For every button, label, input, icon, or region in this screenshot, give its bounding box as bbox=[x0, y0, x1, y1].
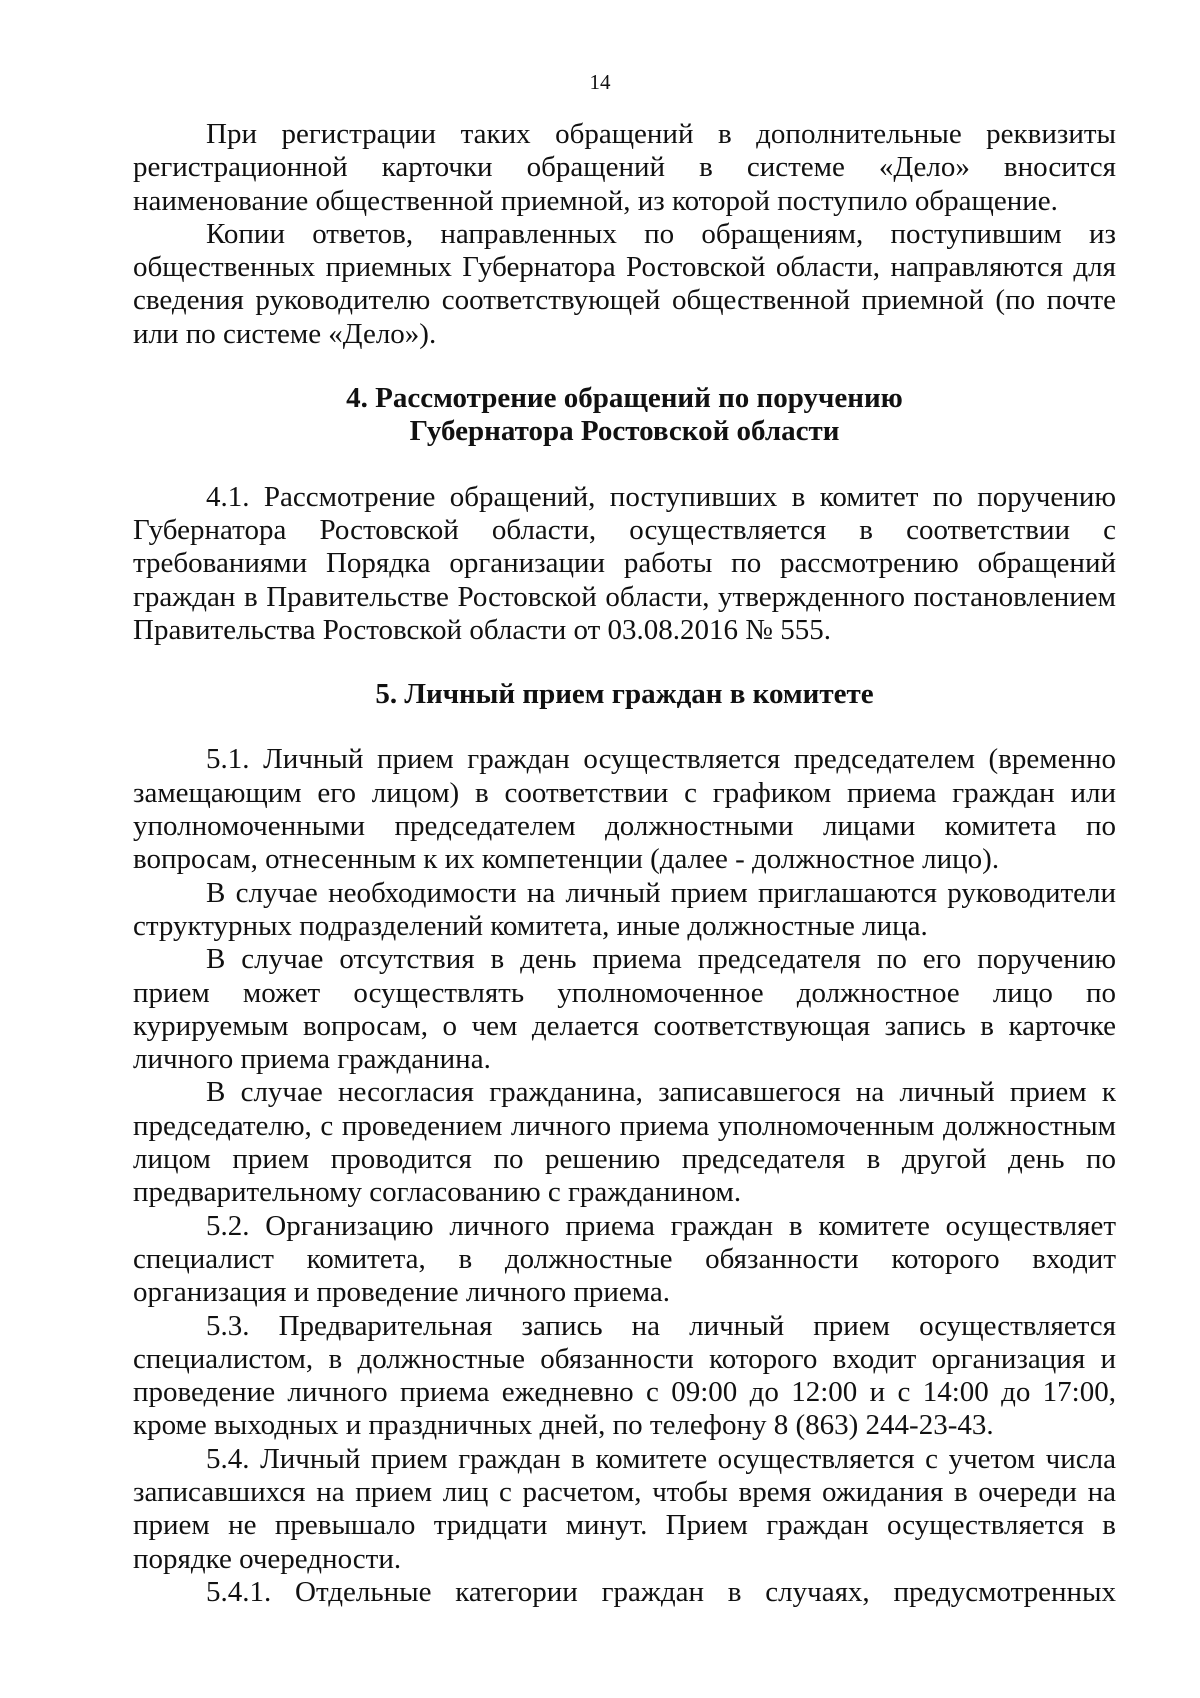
section-4-heading-line-1: 4. Рассмотрение обращений по поручению bbox=[346, 382, 903, 415]
section-4-heading-line-2: Губернатора Ростовской области bbox=[409, 415, 840, 448]
paragraph-registration: При регистрации таких обращений в дополнительные реквизиты регистрационной карточки обращений в системе «Дело» вносится наименование общественной приемной, из которой поступило обращение. bbox=[133, 118, 1116, 217]
paragraph-5-1-invited: В случае необходимости на личный прием приглашаются руководители структурных подразделений комитета, иные должностные лица. bbox=[133, 876, 1116, 942]
paragraph-5-3: 5.3. Предварительная запись на личный прием осуществляется специалистом, в должностные обязанности которого входит организация и проведение личного приема ежедневно с 09:00 до 12:00 и с 14:00 до 17:00, кроме выходных и праздничных дней, по телефону 8 (863) 244-23-43. bbox=[133, 1309, 1116, 1442]
paragraph-5-4-1: 5.4.1. Отдельные категории граждан в случаях, предусмотренных bbox=[206, 1575, 1116, 1608]
paragraph-answer-copies: Копии ответов, направленных по обращениям, поступившим из общественных приемных Губернатора Ростовской области, направляются для сведения руководителю соответствующей общественной приемной (по почте или по системе «Дело»). bbox=[133, 217, 1116, 350]
page-number: 14 bbox=[589, 70, 611, 94]
document-body bbox=[133, 118, 1116, 1609]
paragraph-5-1: 5.1. Личный прием граждан осуществляется председателем (временно замещающим его лицом) в соответствии с графиком приема граждан или уполномоченными председателем должностными лицами комитета по вопросам, отнесенным к их компетенции (далее - должностное лицо). bbox=[133, 743, 1116, 876]
paragraph-5-2: 5.2. Организацию личного приема граждан в комитете осуществляет специалист комитета, в должностные обязанности которого входит организация и проведение личного приема. bbox=[133, 1209, 1116, 1309]
section-5-heading: 5. Личный прием граждан в комитете bbox=[375, 678, 874, 711]
paragraph-4-1: 4.1. Рассмотрение обращений, поступивших в комитет по поручению Губернатора Ростовской области, осуществляется в соответствии с требованиями Порядка организации работы по рассмотрению обращений граждан в Правительстве Ростовской области, утвержденного постановлением Правительства Ростовской области от 03.08.2016 № 555. bbox=[133, 480, 1116, 646]
paragraph-5-1-disagreement: В случае несогласия гражданина, записавшегося на личный прием к председателю, с проведением личного приема уполномоченным должностным лицом прием проводится по решению председателя в другой день по предварительному согласованию с гражданином. bbox=[133, 1076, 1116, 1209]
section-4-heading bbox=[133, 382, 1116, 449]
paragraph-5-1-absence: В случае отсутствия в день приема председателя по его поручению прием может осуществлять уполномоченное должностное лицо по курируемым вопросам, о чем делается соответствующая запись в карточке личного приема гражданина. bbox=[133, 943, 1116, 1076]
paragraph-5-4: 5.4. Личный прием граждан в комитете осуществляется с учетом числа записавшихся на прием лиц с расчетом, чтобы время ожидания в очереди на прием не превышало тридцати минут. Прием граждан осуществляется в порядке очередности. bbox=[133, 1442, 1116, 1575]
